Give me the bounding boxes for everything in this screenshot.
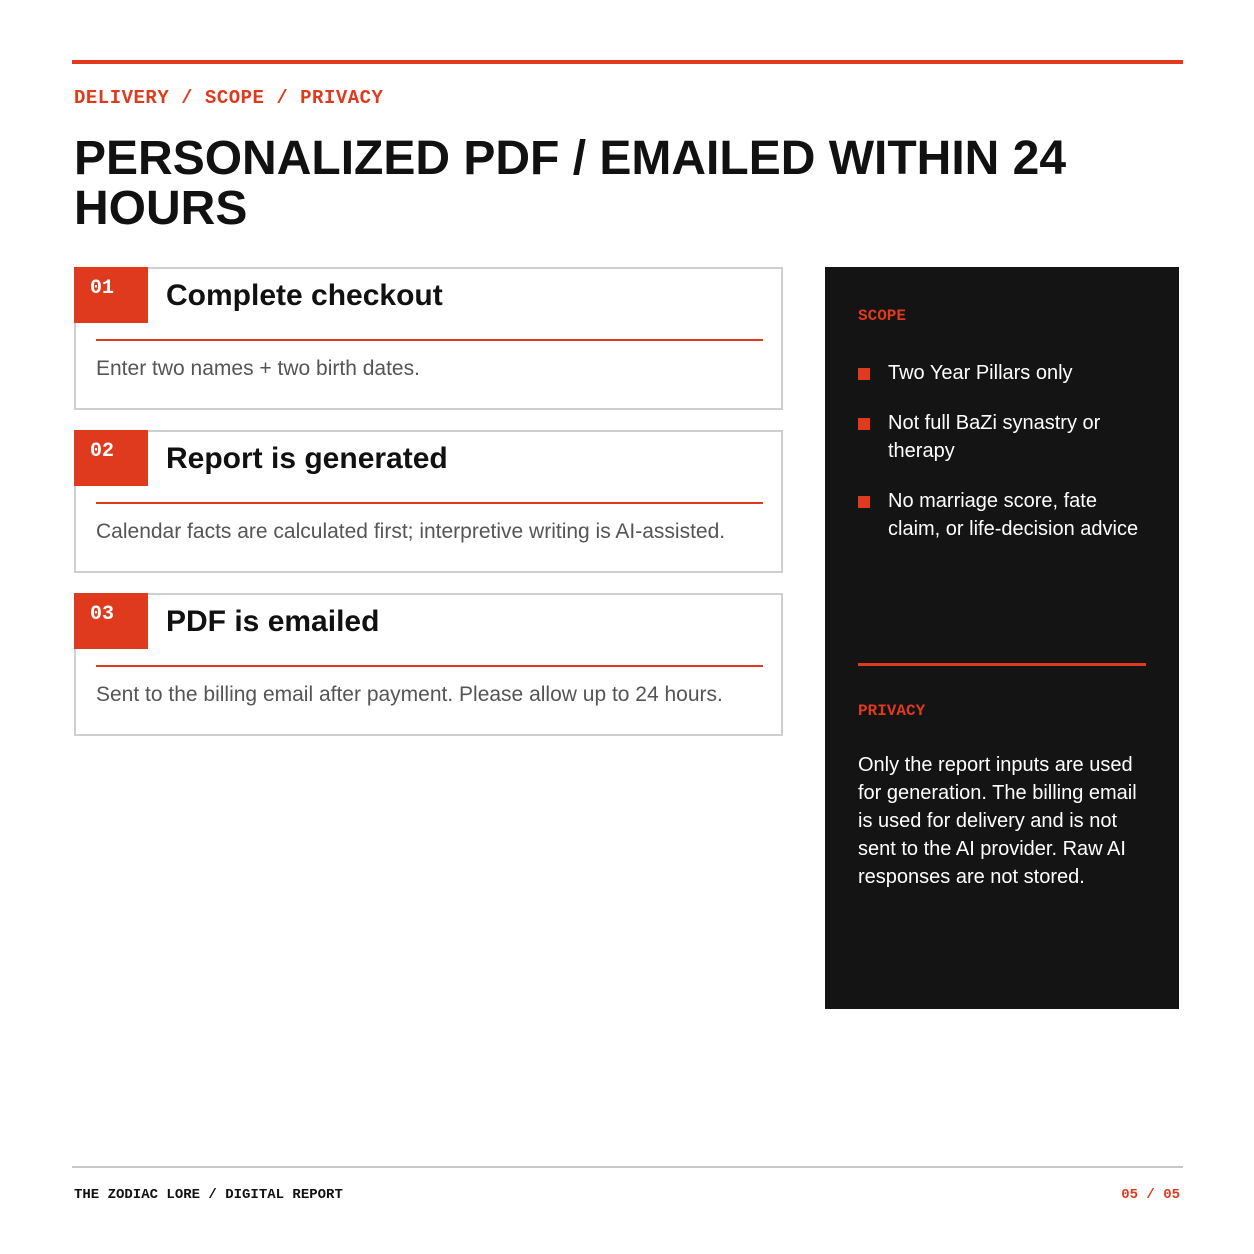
- step-card-3: [74, 593, 783, 736]
- step-title: PDF is emailed: [166, 605, 380, 638]
- scope-item: [858, 409, 1148, 465]
- step-divider: [96, 502, 763, 504]
- scope-list: [858, 359, 1148, 565]
- scope-label: SCOPE: [858, 307, 907, 325]
- step-description: Sent to the billing email after payment. Please allow up to 24 hours.: [96, 683, 723, 706]
- square-bullet-icon: [858, 496, 870, 508]
- scope-item: [858, 487, 1148, 543]
- page-number: 05 / 05: [1121, 1187, 1180, 1203]
- footer-rule: [72, 1166, 1183, 1168]
- step-divider: [96, 665, 763, 667]
- square-bullet-icon: [858, 368, 870, 380]
- scope-item-text: No marriage score, fate claim, or life-decision advice: [888, 490, 1139, 540]
- scope-item-text: Two Year Pillars only: [888, 362, 1073, 384]
- page-title: PERSONALIZED PDF / EMAILED WITHIN 24 HOURS: [74, 132, 1067, 235]
- step-number-badge: 03: [74, 593, 148, 649]
- scope-item: [858, 359, 1148, 387]
- scope-item-text: Not full BaZi synastry or therapy: [888, 412, 1101, 462]
- step-title: Complete checkout: [166, 279, 443, 312]
- step-description: Calendar facts are calculated first; interpretive writing is AI-assisted.: [96, 520, 726, 543]
- scope-privacy-panel: [825, 267, 1179, 1009]
- panel-divider: [858, 663, 1146, 666]
- square-bullet-icon: [858, 418, 870, 430]
- step-divider: [96, 339, 763, 341]
- step-description: Enter two names + two birth dates.: [96, 357, 420, 380]
- section-kicker: DELIVERY / SCOPE / PRIVACY: [74, 87, 384, 109]
- privacy-text: Only the report inputs are used for generation. The billing email is used for delivery and is not sent to the AI provider. Raw AI responses are not stored.: [858, 754, 1137, 888]
- top-accent-rule: [72, 60, 1183, 64]
- step-number-badge: 02: [74, 430, 148, 486]
- step-number-badge: 01: [74, 267, 148, 323]
- step-title: Report is generated: [166, 442, 448, 475]
- step-card-2: [74, 430, 783, 573]
- footer-brand: THE ZODIAC LORE / DIGITAL REPORT: [74, 1187, 343, 1203]
- privacy-label: PRIVACY: [858, 702, 926, 720]
- step-card-1: [74, 267, 783, 410]
